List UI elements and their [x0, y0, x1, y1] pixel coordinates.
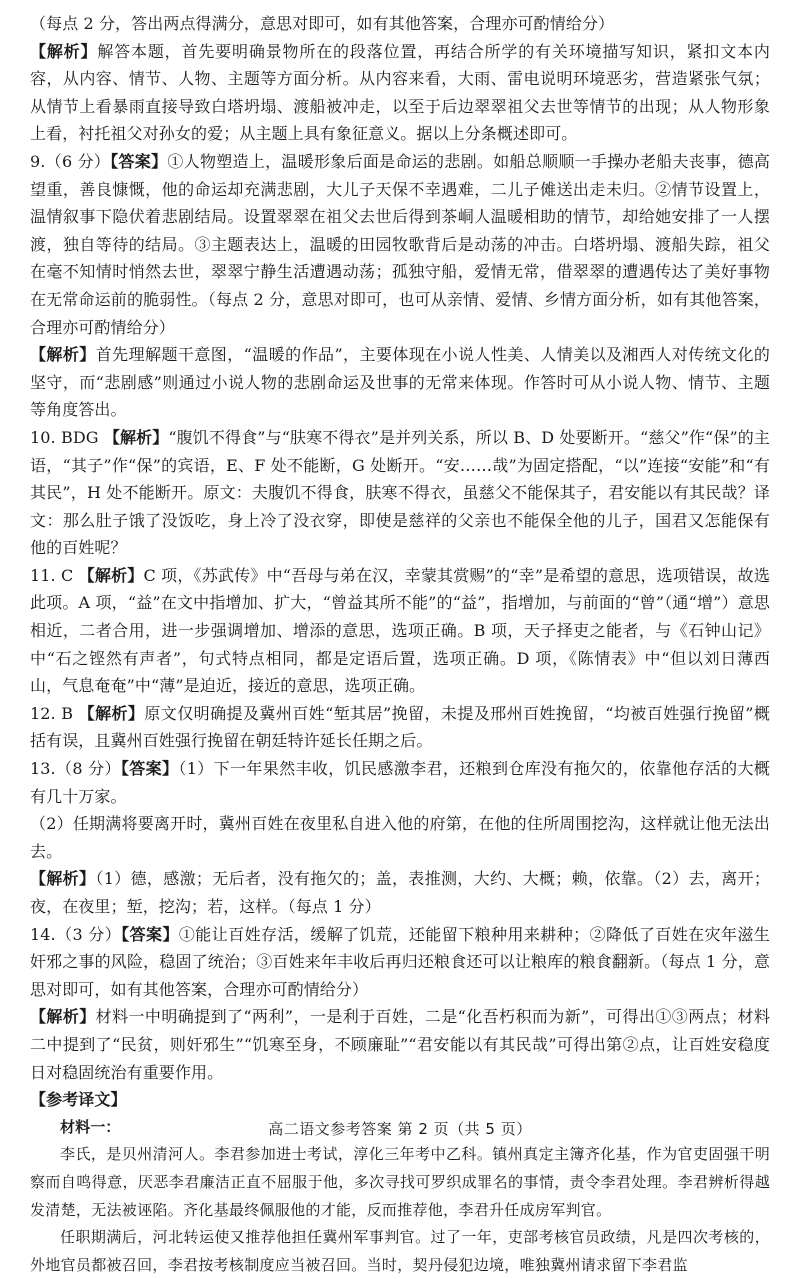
analysis-text: C 项，《苏武传》中“吾母与弟在汉，幸蒙其赏赐”的“幸”是希望的意思，选项错误，故选此项。A 项，“益”在文中指增加、扩大，“曾益其所不能”的“益”，指增加，与前面的“曾”（通“增”）意思相近，二者合用，进一步强调增加、增添的意思，选项正确。B 项，天子择吏之能者，与《石钟山记》中“石之铿然有声者”，句式特点相同，都是定语后置，选项正确。D 项，《陈情表》中“但以刘日薄西山，气息奄奄”中“薄”是迫近，接近的意思，选项正确。: [30, 565, 770, 696]
q8-scoring-note: [30, 10, 770, 38]
analysis-text: 首先理解题干意图，“温暖的作品”，主要体现在小说人性美、人情美以及湘西人对传统文化的坚守，而“悲剧感”则通过小说人物的悲剧命运及世事的无常来体现。作答时可从小说人物、情节、主题等角度答出。: [30, 345, 771, 420]
question-number: 9.（6 分）: [30, 151, 111, 171]
analysis-text: （1）德，感激；无后者，没有拖欠的；盖，表推测，大约、大概；赖，依靠。（2）去，离开；夜，在夜里；堑，挖沟；若，这样。（每点 1 分）: [30, 869, 770, 916]
reference-translation-heading: [30, 1086, 770, 1114]
analysis-tag: 【解析】: [30, 41, 98, 61]
reference-tag: 【参考译文】: [30, 1090, 127, 1110]
translation-paragraph-1: 李氏，是贝州清河人。李君参加进士考试，淳化三年考中乙科。镇州真定主簿齐化基，作为官吏固强干明察而自鸣得意，厌恶李君廉洁正直不屈服于他，多次寻找可罗织成罪名的事情，责令李君处理。李君辨析得越发清楚，无法被诬陷。齐化基最终佩服他的才能，反而推荐他，李君升任成房军判官。: [30, 1145, 770, 1219]
answer-text: ①人物塑造上，温暖形象后面是命运的悲剧。如船总顺顺一手操办老船夫丧事，德高望重，善良慷慨，他的命运却充满悲剧，大儿子天保不幸遇难，二儿子傩送出走未归。②情节设置上，温情叙事下隐伏着悲剧结局。设置翠翠在祖父去世后得到茶峒人温暖相助的情节，却给她安排了一人摆渡，独自等待的结局。③主题表达上，温暖的田园牧歌背后是动荡的冲击。白塔坍塌、渡船失踪，祖父在毫不知情时悄然去世，翠翠宁静生活遭遇动荡；孤独守船，爱情无常，借翠翠的遭遇传达了美好事物在无常命运前的脆弱性。（每点 2 分，意思对即可，也可从亲情、爱情、乡情方面分析，如有其他答案，合理亦可酌情给分）: [30, 151, 771, 337]
q9-analysis: [30, 341, 770, 424]
analysis-text: “腹饥不得食”与“肤寒不得衣”是并列关系，所以 B、D 处要断开。“慈父”作“保”的主语，“其子”作“保”的宾语，E、F 处不能断，G 处断开。“安……哉”为固定搭配，“以”连接“安能”和“有其民”，H 处不能断开。原文：夫腹饥不得食，肤寒不得衣，虽慈父不能保其子，君安能以有其民哉？译文：那么肚子饿了没饭吃，身上冷了没衣穿，即使是慈祥的父亲也不能保全他的儿子，国君又怎能保有他的百姓呢？: [30, 427, 770, 558]
analysis-text: 材料一中明确提到了“两利”，一是利于百姓，二是“化吾朽积而为新”，可得出①③两点；材料二中提到了“民贫，则奸邪生”“饥寒至身，不顾廉耻”“君安能以有其民哉”可得出第②点，让百姓安稳度日对稳固统治有重要作用。: [30, 1007, 770, 1082]
question-number: 12. B: [30, 703, 79, 723]
answer-page: [30, 10, 770, 1279]
material-one-heading: 材料一：: [60, 1117, 121, 1136]
q10-answer: [30, 424, 770, 562]
q12-answer: [30, 700, 770, 755]
analysis-tag: 【解析】: [78, 565, 144, 585]
analysis-tag: 【解析】: [30, 345, 96, 365]
q8-analysis: [30, 38, 770, 148]
answer-text: ①能让百姓存活，缓解了饥荒，还能留下粮种用来耕种；②降低了百姓在灾年滋生奸邪之事的风险，稳固了统治；③百姓来年丰收后再归还粮食还可以让粮库的粮食翻新。（每点 1 分，意思对即可，如有其他答案，合理亦可酌情给分）: [30, 924, 770, 999]
question-number: 14.（3 分）: [30, 924, 122, 944]
q9-answer: [30, 148, 770, 341]
translation-paragraph-2: 任职期满后，河北转运使又推荐他担任冀州军事判官。过了一年，吏部考核官员政绩，凡是四次考核的，外地官员都被召回，李君按考核制度应当被召回。当时，契丹侵犯边境，唯独冀州请求留下李君监: [30, 1228, 770, 1274]
q11-answer: [30, 562, 770, 700]
answer-text-1: （1）下一年果然丰收，饥民感激李君，还粮到仓库没有拖欠的，依靠他存活的大概有几十万家。: [30, 759, 770, 806]
question-number: 13.（8 分）: [30, 759, 121, 779]
answer-text-2: （2）任期满将要离开时，冀州百姓在夜里私自进入他的府第，在他的住所周围挖沟，这样就让他无法出去。: [30, 814, 770, 861]
analysis-tag: 【解析】: [30, 869, 96, 889]
question-number: 10. BDG: [30, 427, 104, 447]
q14-analysis: [30, 1003, 770, 1086]
answer-tag: 【答案】: [110, 151, 168, 171]
analysis-tag: 【解析】: [103, 427, 169, 447]
q13-analysis: [30, 865, 770, 920]
answer-tag: 【答案】: [121, 924, 179, 944]
analysis-text: 原文仅明确提及冀州百姓“堑其居”挽留，未提及邢州百姓挽留，“均被百姓强行挽留”概括有误，且冀州百姓强行挽留在朝廷特许延长任期之后。: [30, 703, 770, 751]
page-footer: 高二语文参考答案 第 2 页（共 5 页）: [268, 1120, 532, 1138]
analysis-tag: 【解析】: [78, 703, 145, 723]
scoring-note-text: （每点 2 分，答出两点得满分，意思对即可，如有其他答案，合理亦可酌情给分）: [30, 14, 615, 33]
q13-answer-2: [30, 810, 770, 865]
q13-answer: [30, 755, 770, 810]
analysis-text: 解答本题，首先要明确景物所在的段落位置，再结合所学的有关环境描写知识，紧扣文本内容，从内容、情节、人物、主题等方面分析。从内容来看，大雨、雷电说明环境恶劣，营造紧张气氛；从情节上看暴雨直接导致白塔坍塌、渡船被冲走，以至于后边翠翠祖父去世等情节的出现；从人物形象上看，衬托祖父对孙女的爱；从主题上具有象征意义。据以上分条概述即可。: [30, 41, 770, 144]
q14-answer: [30, 921, 770, 1004]
analysis-tag: 【解析】: [30, 1007, 96, 1027]
question-number: 11. C: [30, 565, 79, 585]
answer-tag: 【答案】: [120, 759, 179, 779]
